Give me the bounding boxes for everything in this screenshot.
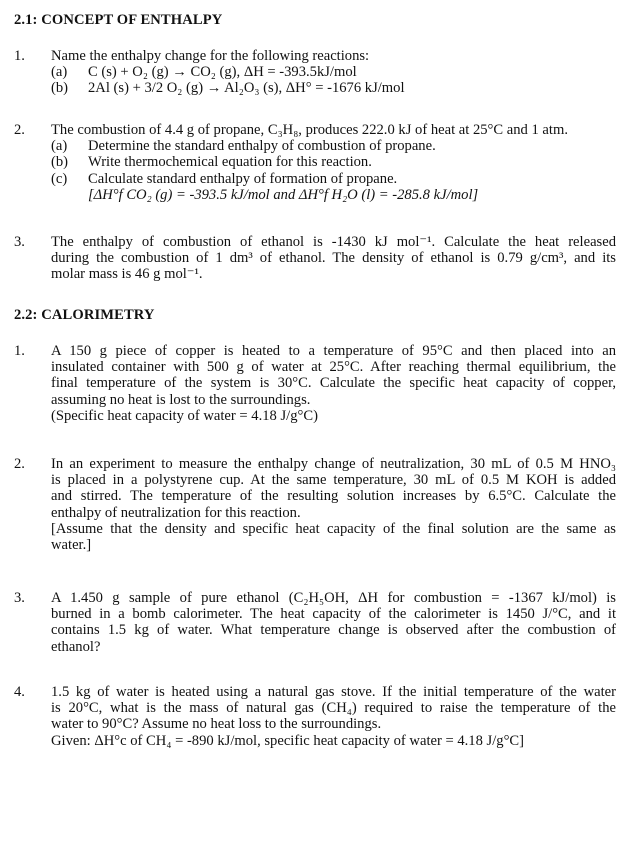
question-2-1-1 <box>14 48 616 97</box>
question-body <box>51 684 616 749</box>
part-b <box>51 80 616 96</box>
part-text: 2Al (s) + 3/2 O₂ (g) → Al₂O₃ (s), ΔH° = -1676 kJ/mol <box>88 80 405 97</box>
question-number: 1. <box>14 48 25 64</box>
question-body <box>51 122 616 203</box>
part-a <box>51 64 616 80</box>
question-text-line: [Assume that the density and specific heat capacity of the final solution are the same as <box>51 520 616 537</box>
question-2-1-3 <box>14 234 616 283</box>
question-number: 3. <box>14 590 25 606</box>
question-text-line: molar mass is 46 g mol⁻¹. <box>51 266 203 283</box>
question-text-line: ethanol? <box>51 638 101 655</box>
part-label: (a) <box>51 138 68 155</box>
question-text-line: Given: ΔH°c of CH₄ = -890 kJ/mol, specific heat capacity of water = 4.18 J/g°C] <box>51 732 525 749</box>
question-body <box>51 343 616 424</box>
question-text: The combustion of 4.4 g of propane, C₃H₈, produces 222.0 kJ of heat at 25°C and 1 atm. <box>51 122 568 138</box>
question-text-line: during the combustion of 1 dm³ of ethanol. The density of ethanol is 0.79 g/cm³, and its <box>51 250 616 267</box>
question-number: 3. <box>14 234 25 250</box>
part-c <box>51 171 616 187</box>
question-number: 2. <box>14 456 25 472</box>
question-2-1-2 <box>14 122 616 203</box>
question-text-line: water to 90°C? Assume no heat loss to the surroundings. <box>51 716 382 733</box>
question-text-line: 1.5 kg of water is heated using a natural gas stove. If the initial temperature of the water <box>51 684 616 700</box>
given-data: [ΔH°f CO₂ (g) = -393.5 kJ/mol and ΔH°f H₂O (l) = -285.8 kJ/mol] <box>88 186 479 203</box>
question-text-line: (Specific heat capacity of water = 4.18 J/g°C) <box>51 407 318 424</box>
question-body <box>51 456 616 553</box>
part-label: (b) <box>51 80 69 97</box>
question-text-line: burned in a bomb calorimeter. The heat capacity of the calorimeter is 1450 J/°C, and it <box>51 606 616 623</box>
question-number: 2. <box>14 122 25 138</box>
question-2-2-1 <box>14 343 616 424</box>
question-text-line: assuming no heat is lost to the surroundings. <box>51 391 311 408</box>
question-body <box>51 234 616 283</box>
section-title-concept-of-enthalpy: 2.1: CONCEPT OF ENTHALPY <box>14 12 223 28</box>
question-text: Name the enthalpy change for the following reactions: <box>51 48 370 64</box>
part-label: (a) <box>51 64 68 81</box>
question-2-2-2 <box>14 456 616 553</box>
question-text-line: is 20°C, what is the mass of natural gas (CH₄) required to raise the temperature of the <box>51 700 616 717</box>
part-label: (b) <box>51 154 69 171</box>
question-2-2-3 <box>14 590 616 655</box>
question-number: 1. <box>14 343 25 359</box>
part-label: (c) <box>51 170 68 187</box>
part-text: Determine the standard enthalpy of combustion of propane. <box>88 138 436 155</box>
question-text-line: and stirred. The temperature of the resulting solution increases by 6.5°C. Calculate the <box>51 488 616 505</box>
question-text-line: is placed in a polystyrene cup. At the same temperature, 30 mL of 0.5 M KOH is added <box>51 472 616 489</box>
question-body <box>51 48 616 97</box>
question-2-2-4 <box>14 684 616 749</box>
question-text-line: insulated container with 500 g of water at 25°C. After reaching thermal equilibrium, the <box>51 359 616 376</box>
question-text-line: A 150 g piece of copper is heated to a temperature of 95°C and then placed into an <box>51 343 616 359</box>
question-text-line: final temperature of the system is 30°C. Calculate the specific heat capacity of copper, <box>51 375 616 392</box>
part-text: Calculate standard enthalpy of formation of propane. <box>88 170 398 187</box>
part-text: C (s) + O₂ (g) → CO₂ (g), ΔH = -393.5kJ/mol <box>88 64 357 81</box>
question-text-line: enthalpy of neutralization for this reaction. <box>51 504 301 521</box>
question-text-line: In an experiment to measure the enthalpy change of neutralization, 30 mL of 0.5 M HNO₃ <box>51 456 616 472</box>
part-b <box>51 154 616 170</box>
section-title-calorimetry: 2.2: CALORIMETRY <box>14 307 155 323</box>
question-text-line: contains 1.5 kg of water. What temperature change is observed after the combustion of <box>51 622 616 639</box>
question-number: 4. <box>14 684 25 700</box>
question-text-line: The enthalpy of combustion of ethanol is -1430 kJ mol⁻¹. Calculate the heat released <box>51 234 616 250</box>
question-text-line: water.] <box>51 537 92 554</box>
part-text: Write thermochemical equation for this reaction. <box>88 154 372 171</box>
part-a <box>51 138 616 154</box>
question-body <box>51 590 616 655</box>
question-text-line: A 1.450 g sample of pure ethanol (C₂H₅OH, ΔH for combustion = -1367 kJ/mol) is <box>51 590 616 606</box>
